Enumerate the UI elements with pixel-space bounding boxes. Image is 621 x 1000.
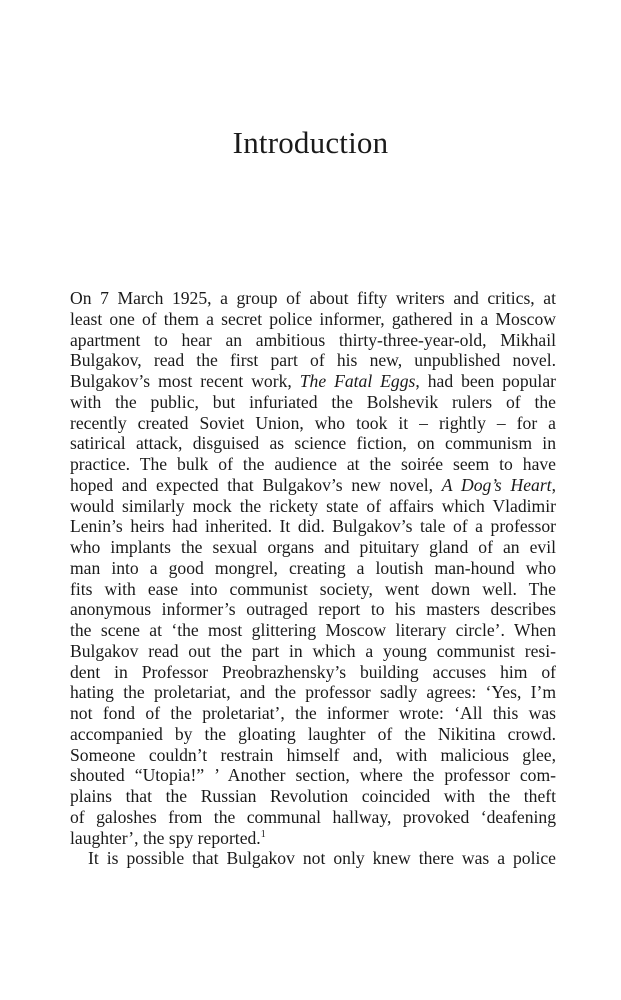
text-line <box>70 413 556 434</box>
text-run: hating the proletariat, and the professor sadly agrees: ‘Yes, I’m <box>70 682 556 703</box>
text-line <box>70 703 556 724</box>
text-run: dent in Professor Preobrazhensky’s building accuses him of <box>70 661 556 682</box>
text-line <box>70 828 556 849</box>
text-run: Bulgakov, read the first part of his new, unpublished novel. <box>70 350 556 371</box>
text-line <box>70 599 556 620</box>
text-run: Bulgakov read out the part in which a young communist resi- <box>70 640 556 661</box>
text-line <box>70 682 556 703</box>
text-run: man into a good mongrel, creating a loutish man-hound who <box>70 557 556 578</box>
text-run: plains that the Russian Revolution coincided with the theft <box>70 786 556 806</box>
text-run: On 7 March 1925, a group of about fifty writers and critics, at <box>70 288 556 308</box>
footnote-marker[interactable]: 1 <box>260 828 266 840</box>
text-line <box>70 371 556 392</box>
text-line <box>70 641 556 662</box>
book-title-a-dogs-heart: A Dog’s Heart <box>441 474 552 495</box>
text-run: shouted “Utopia!” ’ Another section, where the professor com- <box>70 765 556 786</box>
book-title-the-fatal-eggs: The Fatal Eggs <box>299 371 416 391</box>
text-run: It is possible that Bulgakov not only knew there was a police <box>88 848 556 869</box>
text-line <box>70 848 556 869</box>
text-run: anonymous informer’s outraged report to his masters describes <box>70 599 556 620</box>
text-run: recently created Soviet Union, who took it – rightly – for a <box>70 412 556 433</box>
body-text <box>70 288 556 869</box>
text-line <box>70 537 556 558</box>
text-run: the scene at ‘the most glittering Moscow literary circle’. When <box>70 620 556 640</box>
text-line <box>70 745 556 766</box>
text-line <box>70 579 556 600</box>
text-run: satirical attack, disguised as science fiction, on communism in <box>70 433 556 454</box>
text-run: hoped and expected that Bulgakov’s new novel, <box>70 474 442 495</box>
text-run: fits with ease into communist society, went down well. The <box>70 578 556 599</box>
text-line <box>70 475 556 496</box>
text-line <box>70 807 556 828</box>
text-run: practice. The bulk of the audience at the soirée seem to have <box>70 454 556 474</box>
text-run: accompanied by the gloating laughter of the Nikitina crowd. <box>70 723 556 744</box>
text-run: not fond of the proletariat’, the informer wrote: ‘All this was <box>70 703 556 723</box>
text-line <box>70 309 556 330</box>
text-line <box>70 288 556 309</box>
text-line <box>70 724 556 745</box>
text-line <box>70 392 556 413</box>
text-run: with the public, but infuriated the Bolshevik rulers of the <box>70 391 556 412</box>
text-run: Bulgakov’s most recent work, <box>70 371 300 391</box>
text-line <box>70 516 556 537</box>
text-line <box>70 350 556 371</box>
text-run: who implants the sexual organs and pituitary gland of an evil <box>70 537 556 557</box>
text-run: , had been popular <box>415 371 556 391</box>
text-run: Someone couldn’t restrain himself and, with malicious glee, <box>70 744 556 765</box>
text-line <box>70 496 556 517</box>
text-run: laughter’, the spy reported. <box>70 827 261 848</box>
text-line <box>70 558 556 579</box>
text-run: would similarly mock the rickety state of affairs which Vladimir <box>70 495 556 516</box>
text-line <box>70 786 556 807</box>
chapter-title: Introduction <box>232 125 389 160</box>
text-line <box>70 765 556 786</box>
text-run: least one of them a secret police informer, gathered in a Moscow <box>70 308 556 329</box>
text-line <box>70 662 556 683</box>
text-run: , <box>551 474 556 495</box>
text-line <box>70 454 556 475</box>
text-run: Lenin’s heirs had inherited. It did. Bulgakov’s tale of a professor <box>70 516 556 537</box>
text-run: of galoshes from the communal hallway, provoked ‘deafening <box>70 806 556 827</box>
text-line <box>70 330 556 351</box>
text-line <box>70 433 556 454</box>
text-line <box>70 620 556 641</box>
text-run: apartment to hear an ambitious thirty-three-year-old, Mikhail <box>70 329 556 350</box>
